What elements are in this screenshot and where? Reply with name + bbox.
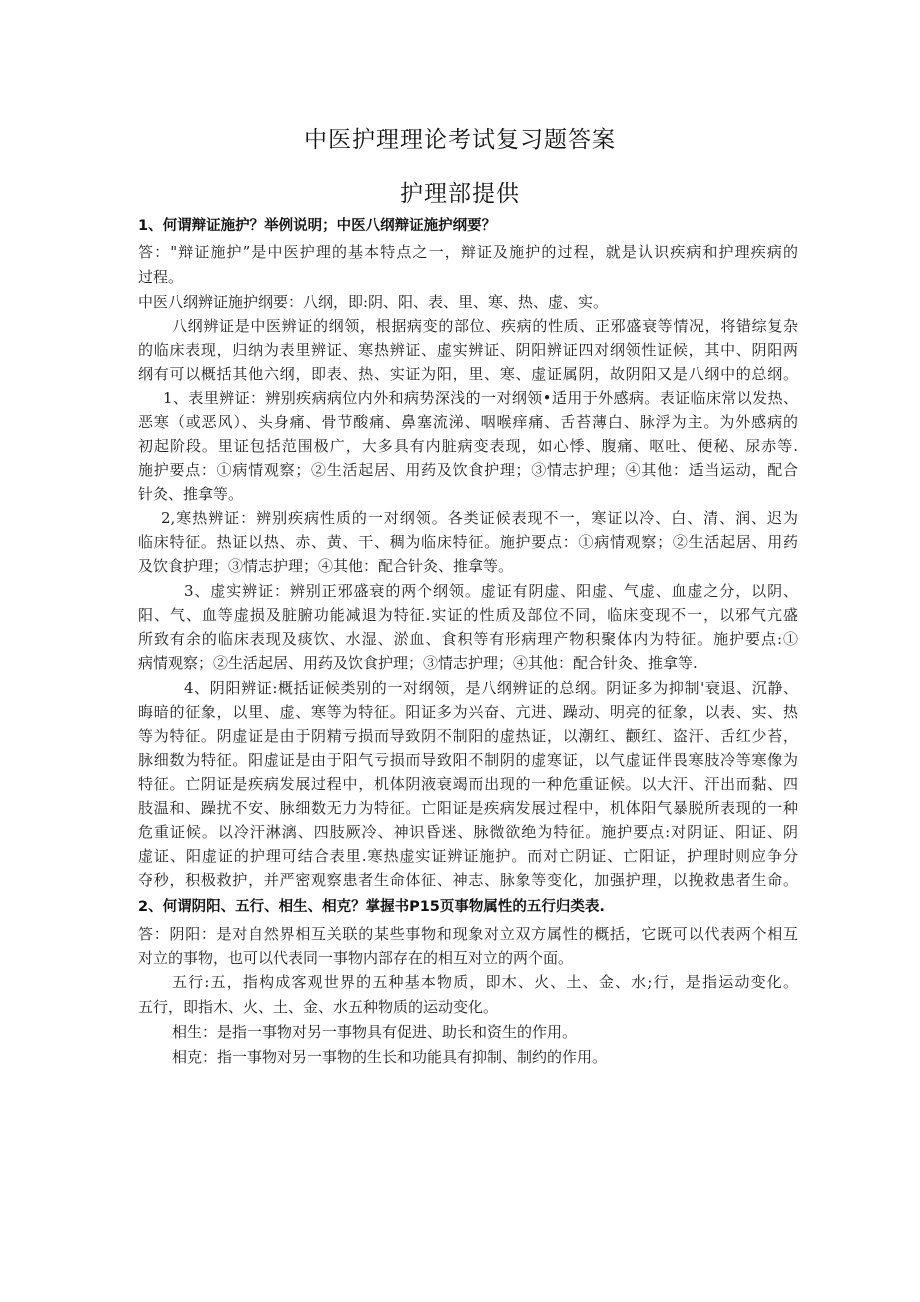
question-1-heading: 1、何谓辩证施护？举例说明；中医八纲辩证施护纲要？ xyxy=(138,218,497,234)
paragraph-line: 病情观察；②生活起居、用药及饮食护理；③情志护理；④其他：配合针灸、推拿等. xyxy=(138,654,698,672)
paragraph-line: 脉细数为特征。阳虚证是由于阳气亏损而导致阳不制阴的虚寒证，以气虚证伴畏寒肢冷等寒像为 xyxy=(138,751,798,769)
paragraph-line: 答："辩证施护”是中医护理的基本特点之一，辩证及施护的过程，就是认识疾病和护理疾病的 xyxy=(138,243,798,261)
paragraph-line: 初起阶段。里证包括范围极广，大多具有内脏病变表现，如心悸、腹痛、呕吐、便秘、尿赤等. xyxy=(138,437,798,455)
definition-xiangke: 相克：指一事物对另一事物的生长和功能具有抑制、制约的作用。 xyxy=(172,1048,608,1066)
paragraph-line: 危重证候。以冷汗淋漓、四肢厥冷、神识昏迷、脉微欲绝为特征。施护要点:对阴证、阳证、阴 xyxy=(138,823,798,841)
paragraph-line: 夺秒，积极救护，并严密观察患者生命体征、神志、脉象等变化，加强护理，以挽救患者生命。 xyxy=(138,871,798,889)
question-2-heading: 2、何谓阴阳、五行、相生、相克？掌握书P15页事物属性的五行归类表. xyxy=(138,899,605,915)
paragraph-line: 五行:五，指构成客观世界的五种基本物质，即木、火、土、金、水;行，是指运动变化。 xyxy=(172,973,798,991)
paragraph-line: 3、虚实辨证：辨别正邪盛衰的两个纲领。虚证有阴虚、阳虚、气虚、血虚之分，以阴、 xyxy=(184,582,798,600)
paragraph-line: 的临床表现，归纳为表里辨证、寒热辨证、虚实辨证、阴阳辨证四对纲领性证候，其中、阴阳两 xyxy=(138,341,798,359)
document-subtitle: 护理部提供 xyxy=(400,181,520,207)
paragraph-line: 五行，即指木、火、土、金、水五种物质的运动变化。 xyxy=(138,998,499,1016)
paragraph-line: 针灸、推拿等。 xyxy=(138,485,244,503)
paragraph-line: 等为特征。阴虚证是由于阴精亏损而导致阴不制阳的虚热证，以潮红、颧红、盗汗、舌红少苔， xyxy=(138,727,798,745)
paragraph-line: 答：阴阳：是对自然界相互关联的某些事物和现象对立双方属性的概括，它既可以代表两个相互 xyxy=(138,925,798,943)
paragraph-line: 阳、气、血等虚损及脏腑功能减退为特征.实证的性质及部位不同，临床变现不一，以邪气亢盛 xyxy=(138,606,798,624)
document-title: 中医护理理论考试复习题答案 xyxy=(304,127,616,153)
paragraph-line: 2,寒热辨证：辨别疾病性质的一对纲领。各类证候表现不一，寒证以冷、白、清、润、迟为 xyxy=(161,509,798,527)
paragraph-line: 中医八纲辨证施护纲要：八纲，即:阴、阳、表、里、寒、热、虚、实。 xyxy=(138,293,609,311)
paragraph-line: 虚证、阳虚证的护理可结合表里.寒热虚实证辨证施护。而对亡阴证、亡阳证，护理时则应争分 xyxy=(138,847,798,865)
paragraph-line: 施护要点：①病情观察；②生活起居、用药及饮食护理；③情志护理；④其他：适当运动，配合 xyxy=(138,461,798,479)
paragraph-line: 特征。亡阴证是疾病发展过程中，机体阴液衰竭而出现的一种危重证候。以大汗、汗出而黏、四 xyxy=(138,775,798,793)
paragraph-line: 所致有余的临床表现及痰饮、水湿、淤血、食积等有形病理产物积聚体内为特征。施护要点:① xyxy=(138,630,798,648)
definition-xiangsheng: 相生：是指一事物对另一事物具有促进、助长和资生的作用。 xyxy=(172,1023,578,1041)
paragraph-line: 晦暗的征象，以里、虚、寒等为特征。阳证多为兴奋、亢进、躁动、明亮的征象，以表、实、热 xyxy=(138,703,798,721)
paragraph-line: 对立的事物，也可以代表同一事物内部存在的相互对立的两个面。 xyxy=(138,949,574,967)
paragraph-line: 八纲辨证是中医辨证的纲领，根据病变的部位、疾病的性质、正邪盛衰等情况，将错综复杂 xyxy=(172,317,798,335)
paragraph-line: 过程。 xyxy=(138,268,184,286)
paragraph-line: 1、表里辨证：辨别疾病病位内外和病势深浅的一对纲领•适用于外感病。表证临床常以发热、 xyxy=(163,389,798,407)
paragraph-line: 肢温和、躁扰不安、脉细数无力为特征。亡阳证是疾病发展过程中，机体阳气暴脱所表现的一种 xyxy=(138,799,798,817)
paragraph-line: 4、阴阳辨证:概括证候类别的一对纲领，是八纲辨证的总纲。阴证多为抑制'衰退、沉静、 xyxy=(184,679,798,697)
paragraph-line: 及饮食护理；③情志护理；④其他：配合针灸、推拿等。 xyxy=(138,557,514,575)
paragraph-line: 临床特征。热证以热、赤、黄、干、稠为临床特征。施护要点：①病情观察；②生活起居、用药 xyxy=(138,533,798,551)
paragraph-line: 恶寒（或恶风）、头身痛、骨节酸痛、鼻塞流涕、咽喉痒痛、舌苔薄白、脉浮为主。为外感病的 xyxy=(138,413,798,431)
paragraph-line: 纲有可以概括其他六纲，即表、热、实证为阳，里、寒、虚证属阴，故阴阳又是八纲中的总纲。 xyxy=(138,365,798,383)
